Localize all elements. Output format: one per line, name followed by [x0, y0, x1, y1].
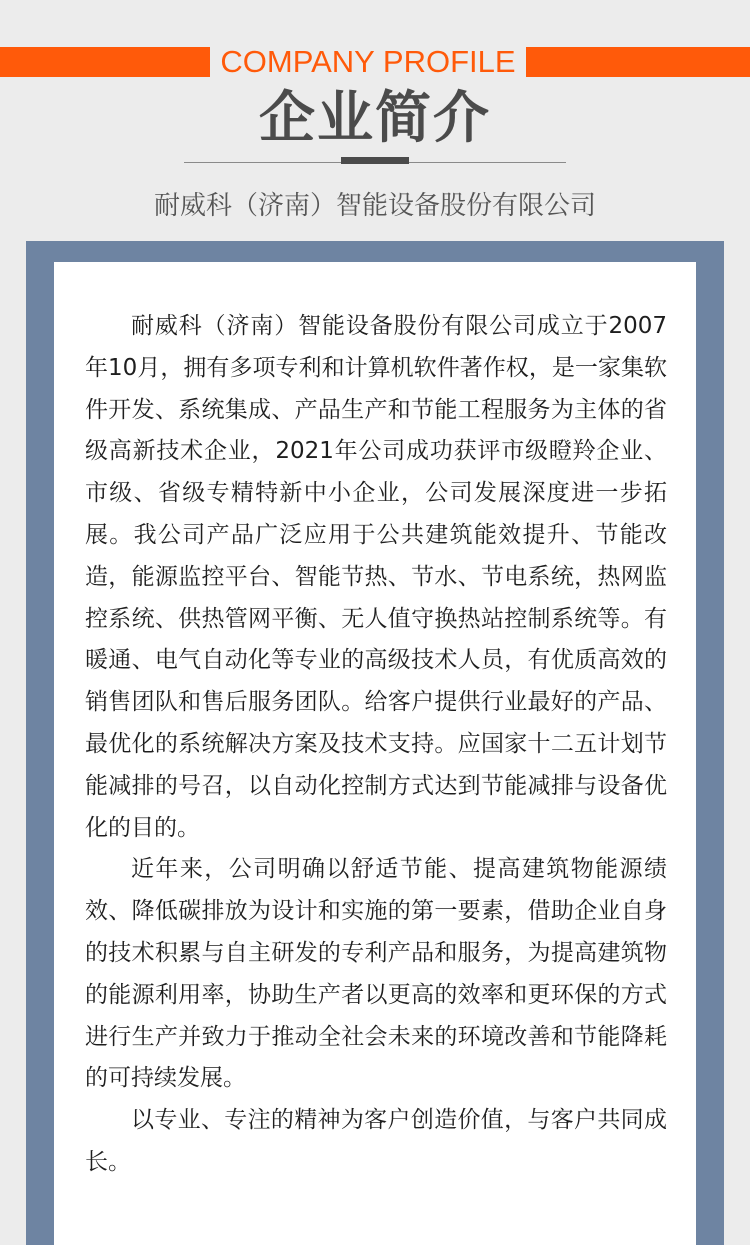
- header-accent-bar-right: [526, 47, 750, 77]
- title-divider-accent: [341, 157, 409, 164]
- page-title: 企业简介: [259, 86, 491, 151]
- header-accent-bar-left: [0, 47, 210, 77]
- english-title: COMPANY PROFILE: [220, 44, 516, 79]
- profile-paragraph-3: 以专业、专注的精神为客户创造价值，与客户共同成长。: [85, 1107, 667, 1175]
- profile-text: [85, 306, 667, 1184]
- profile-paragraph-2: 近年来，公司明确以舒适节能、提高建筑物能源绩效、降低碳排放为设计和实施的第一要素，借助企业自身的技术积累与自主研发的专利产品和服务，为提高建筑物的能源利用率，协助生产者以更高的效率和更环保的方式进行生产并致力于推动全社会未来的环境改善和节能降耗的可持续发展。: [85, 856, 667, 1092]
- profile-paragraph-1: 耐威科（济南）智能设备股份有限公司成立于2007年10月，拥有多项专利和计算机软件著作权，是一家集软件开发、系统集成、产品生产和节能工程服务为主体的省级高新技术企业，2021年公司成功获评市级瞪羚企业、市级、省级专精特新中小企业，公司发展深度进一步拓展。我公司产品广泛应用于公共建筑能效提升、节能改造，能源监控平台、智能节热、节水、节电系统，热网监控系统、供热管网平衡、无人值守换热站控制系统等。有暖通、电气自动化等专业的高级技术人员，有优质高效的销售团队和售后服务团队。给客户提供行业最好的产品、最优化的系统解决方案及技术支持。应国家十二五计划节能减排的号召，以自动化控制方式达到节能减排与设备优化的目的。: [85, 313, 667, 841]
- company-name: 耐威科（济南）智能设备股份有限公司: [153, 191, 596, 221]
